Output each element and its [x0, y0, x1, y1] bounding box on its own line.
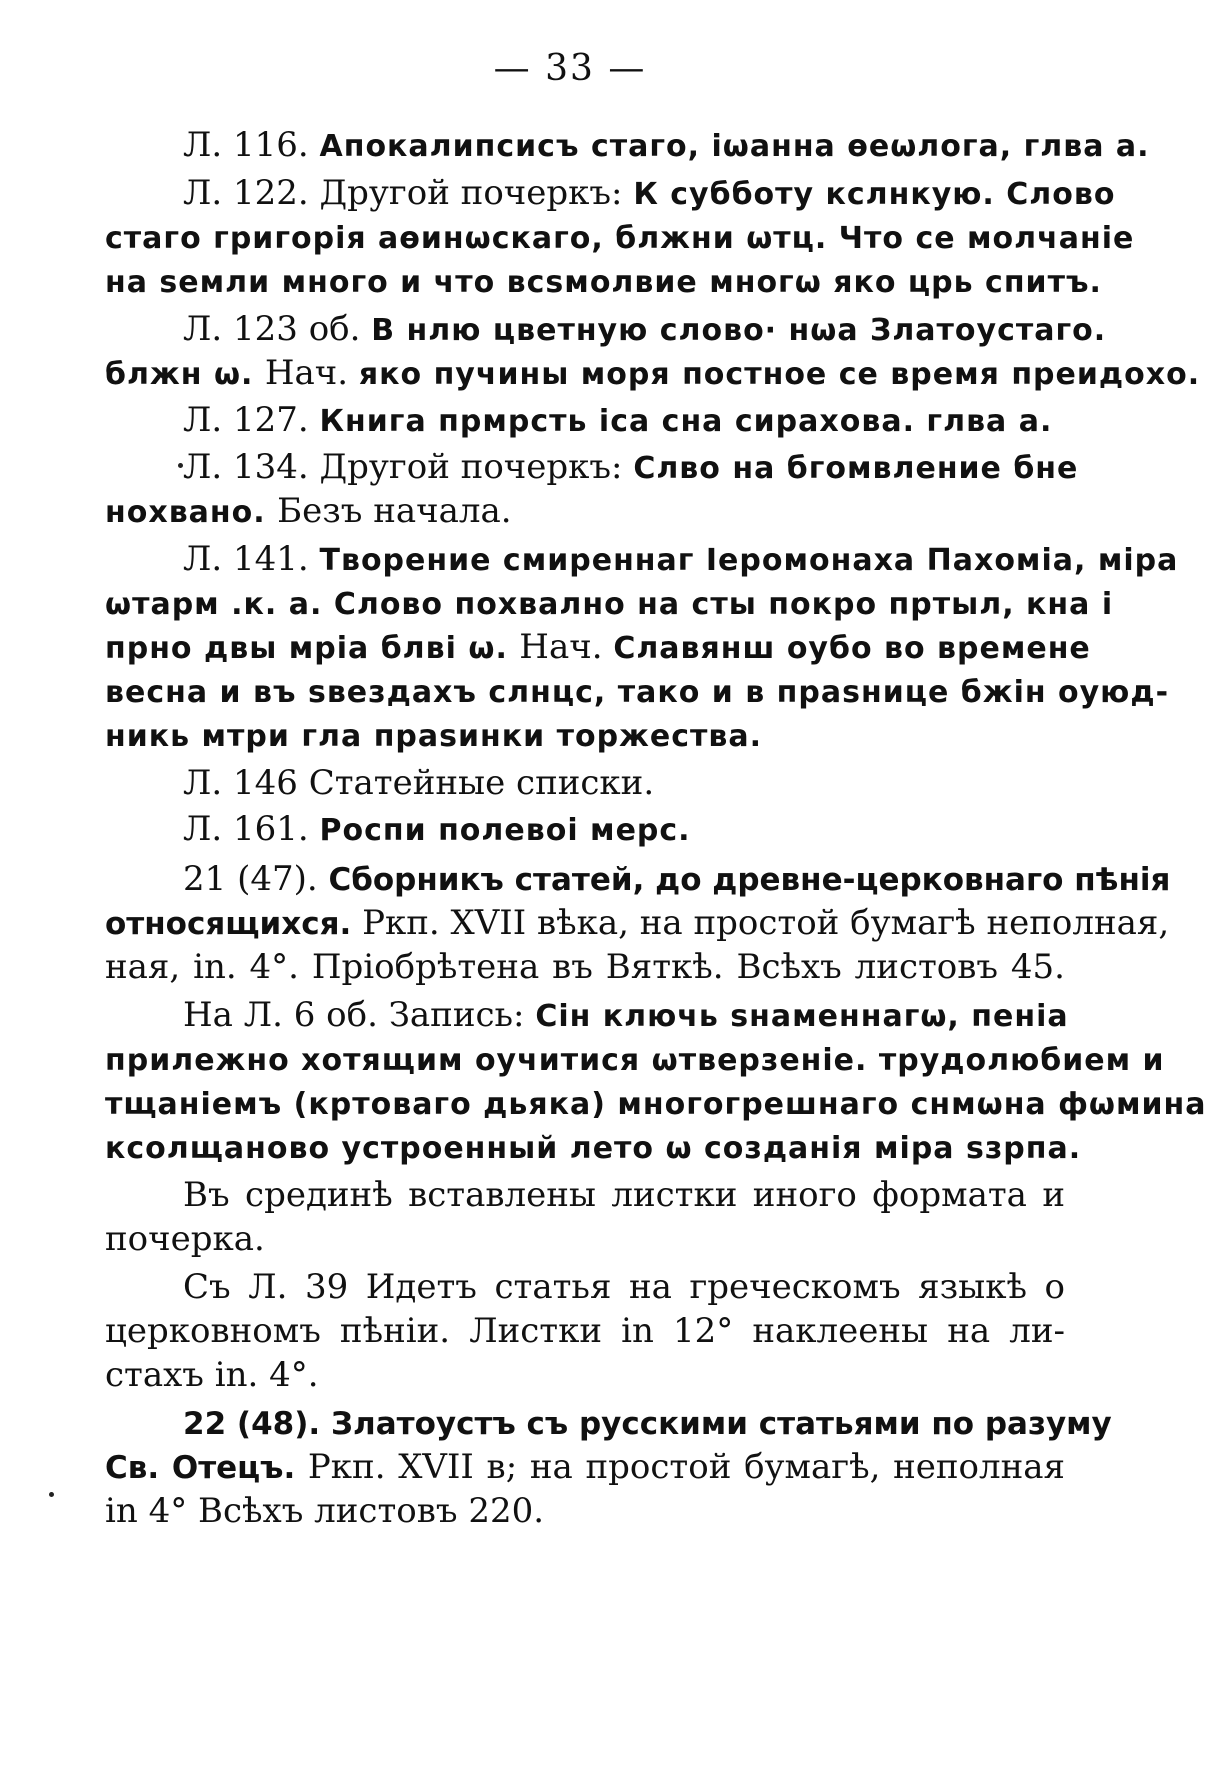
text-run: Ркп. XVII вѣка, на простой бумагѣ неполная,	[362, 903, 1170, 943]
bold-heading-run: 22 (48). Златоустъ съ русскими статьями по разуму	[183, 1406, 1112, 1442]
text-line	[105, 1444, 1065, 1491]
text-line	[105, 668, 1170, 716]
text-run: стахъ in. 4°.	[105, 1355, 319, 1395]
text-line	[105, 1036, 1165, 1084]
text-line	[105, 306, 1107, 354]
church-slavonic-run: прно двы мріа блві ѡ.	[105, 631, 520, 666]
church-slavonic-run: на ѕемли много и что всѕмолвие многѡ яко црь спитъ.	[105, 265, 1102, 300]
church-slavonic-run: Слво на бгомвление бне	[633, 451, 1079, 486]
text-line	[105, 992, 1069, 1040]
text-line	[105, 1308, 1065, 1354]
text-line	[105, 856, 1171, 903]
text-run: in 4° Всѣхъ листовъ 220.	[105, 1491, 545, 1531]
church-slavonic-run: К субботу кслнкую. Слово	[633, 177, 1116, 212]
text-run: Ркп. XVII в; на простой бумагѣ, неполная	[307, 1447, 1065, 1487]
church-slavonic-run: ксолщаново устроенный лето ѡ созданія міра ѕзрпа.	[105, 1131, 1082, 1166]
text-line	[105, 536, 1179, 584]
text-line	[105, 1124, 1082, 1172]
text-run: Безъ начала.	[277, 491, 512, 531]
text-run: Л. 141.	[183, 539, 320, 579]
text-line	[105, 350, 1201, 398]
text-line	[105, 1488, 1065, 1534]
text-run: 21 (47).	[183, 859, 329, 899]
bold-heading-run: Сборникъ статей, до древне-церковнаго пѣнія	[328, 862, 1171, 898]
text-run: церковномъ пѣніи. Листки in 12° наклеены на ли-	[105, 1311, 1065, 1351]
text-line	[105, 444, 1079, 492]
text-run: Л. 127.	[183, 400, 320, 440]
church-slavonic-run: Творение смиреннаг Іеромонаха Пахоміа, міра	[319, 543, 1179, 578]
church-slavonic-run: Роспи полевоі мерс.	[319, 813, 691, 848]
text-run: ная, in. 4°. Пріобрѣтена въ Вяткѣ. Всѣхъ листовъ 45.	[105, 947, 1065, 987]
text-line	[105, 1264, 1065, 1310]
church-slavonic-run: весна и въ ѕвездахъ слнцс, тако и в праѕнице бжін оуюд-	[105, 675, 1170, 710]
text-line	[105, 624, 1091, 672]
text-line	[105, 760, 1065, 806]
text-line	[105, 214, 1135, 262]
church-slavonic-run: нохвано.	[105, 495, 278, 530]
text-line	[105, 122, 1150, 170]
text-line	[105, 1172, 1065, 1218]
church-slavonic-run: никь мтри гла праѕинки торжества.	[105, 719, 763, 754]
bold-heading-run: относящихся.	[105, 906, 363, 942]
text-line	[105, 1216, 1065, 1262]
text-run: Нач.	[264, 353, 359, 393]
text-run: Л. 146 Статейные списки.	[183, 763, 655, 803]
church-slavonic-run: тщаніемъ (кртоваго дьяка) многогрешнаго снмѡна фѡмина	[105, 1087, 1206, 1122]
text-run: На Л. 6 об. Запись:	[183, 995, 536, 1035]
text-line	[105, 170, 1116, 218]
church-slavonic-run: прилежно хотящим оучитися ѡтверзеніе. трудолюбием и	[105, 1043, 1165, 1078]
text-run: Л. 134. Другой почеркъ:	[183, 447, 634, 487]
text-run: Л. 116.	[183, 125, 320, 165]
church-slavonic-run: Книга прмрсть іса сна сирахова. глва а.	[319, 404, 1053, 439]
text-line	[105, 806, 1065, 854]
ink-speck	[49, 1492, 54, 1497]
church-slavonic-run: Славянш оубо во времене	[613, 631, 1091, 666]
text-run: Нач.	[519, 627, 614, 667]
text-line	[105, 258, 1102, 306]
text-line	[105, 900, 1170, 947]
text-line	[105, 944, 1065, 990]
text-run: Л. 123 об.	[183, 309, 372, 349]
church-slavonic-run: Сін ключь ѕнаменнагѡ, пеніа	[535, 999, 1069, 1034]
text-line	[105, 712, 1065, 760]
bold-heading-run: Св. Отецъ.	[105, 1450, 308, 1486]
church-slavonic-run: блжн ѡ.	[105, 357, 265, 392]
text-run: Л. 161.	[183, 809, 320, 849]
text-line	[105, 580, 1114, 628]
page-number: — 33 —	[493, 48, 647, 89]
ink-speck	[178, 463, 183, 468]
text-line	[105, 488, 1065, 536]
text-line	[105, 397, 1065, 445]
text-line	[105, 1080, 1206, 1128]
text-line	[105, 1400, 1112, 1447]
church-slavonic-run: Апокалипсисъ стаго, іѡанна ѳеѡлога, глва а.	[319, 129, 1150, 164]
text-run: почерка.	[105, 1219, 265, 1259]
text-run: Л. 122. Другой почеркъ:	[183, 173, 634, 213]
church-slavonic-run: стаго григорія аѳинѡскаго, блжни ѡтц. Что се молчаніе	[105, 221, 1135, 256]
church-slavonic-run: В нлю цветную слово· нѡа Златоустаго.	[371, 313, 1107, 348]
text-run: Въ срединѣ вставлены листки иного формата и	[183, 1175, 1065, 1215]
text-run: Съ Л. 39 Идетъ статья на греческомъ языкѣ о	[183, 1267, 1065, 1307]
text-line	[105, 1352, 1065, 1398]
church-slavonic-run: яко пучины моря постное се время преидохо.	[358, 357, 1201, 392]
church-slavonic-run: ѡтарм .к. а. Слово похвално на сты покро пртыл, кна і	[105, 587, 1114, 622]
